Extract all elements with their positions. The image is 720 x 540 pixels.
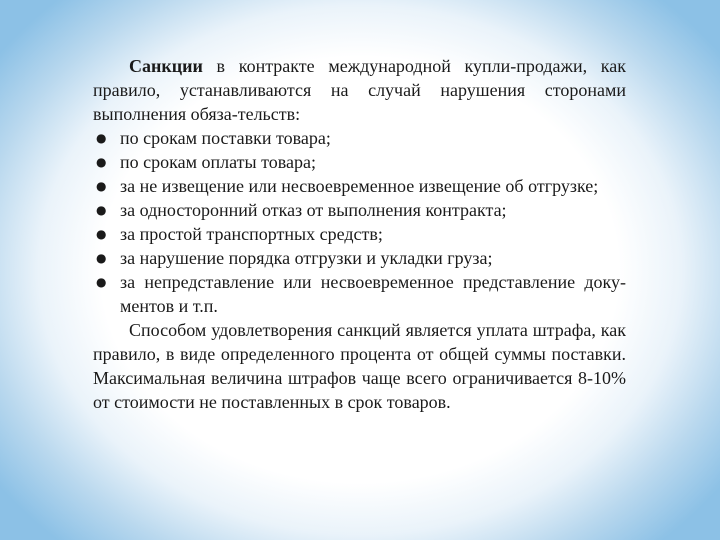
list-item-text: за односторонний отказ от выполнения контракта;: [120, 200, 507, 220]
list-item-text: за нарушение порядка отгрузки и укладки груза;: [120, 248, 493, 268]
list-item: [93, 270, 626, 318]
bullet-icon: ●: [96, 275, 107, 289]
bullet-icon: ●: [96, 203, 107, 217]
list-item: [93, 198, 626, 222]
list-item: [93, 150, 626, 174]
intro-term: Санкции: [129, 56, 203, 76]
slide-text-block: [93, 54, 626, 414]
bullet-icon: ●: [96, 251, 107, 265]
list-item-text: за непредставление или несвоевременное представление доку-ментов и т.п.: [120, 272, 626, 316]
list-item-text: по срокам поставки товара;: [120, 128, 331, 148]
list-item-text: за простой транспортных средств;: [120, 224, 383, 244]
list-item-text: по срокам оплаты товара;: [120, 152, 316, 172]
list-item: [93, 174, 626, 198]
bullet-icon: ●: [96, 155, 107, 169]
bullet-icon: ●: [96, 227, 107, 241]
list-item: [93, 126, 626, 150]
bullet-icon: ●: [96, 131, 107, 145]
conclusion-paragraph: Способом удовлетворения санкций является уплата штрафа, как правило, в виде определенного процента от общей суммы поставки. Максимальная величина штрафов чаще всего ограничивается 8-10% от стоимости не поставленных в срок товаров.: [93, 320, 626, 412]
sanctions-list: [93, 126, 626, 318]
list-item: [93, 246, 626, 270]
bullet-icon: ●: [96, 179, 107, 193]
intro-text: в контракте международной купли-продажи, как правило, устанавливаются на случай нарушения сторонами выполнения обяза-тельств:: [93, 56, 626, 124]
intro-paragraph: [93, 54, 626, 126]
list-item-text: за не извещение или несвоевременное извещение об отгрузке;: [120, 176, 599, 196]
list-item: [93, 222, 626, 246]
